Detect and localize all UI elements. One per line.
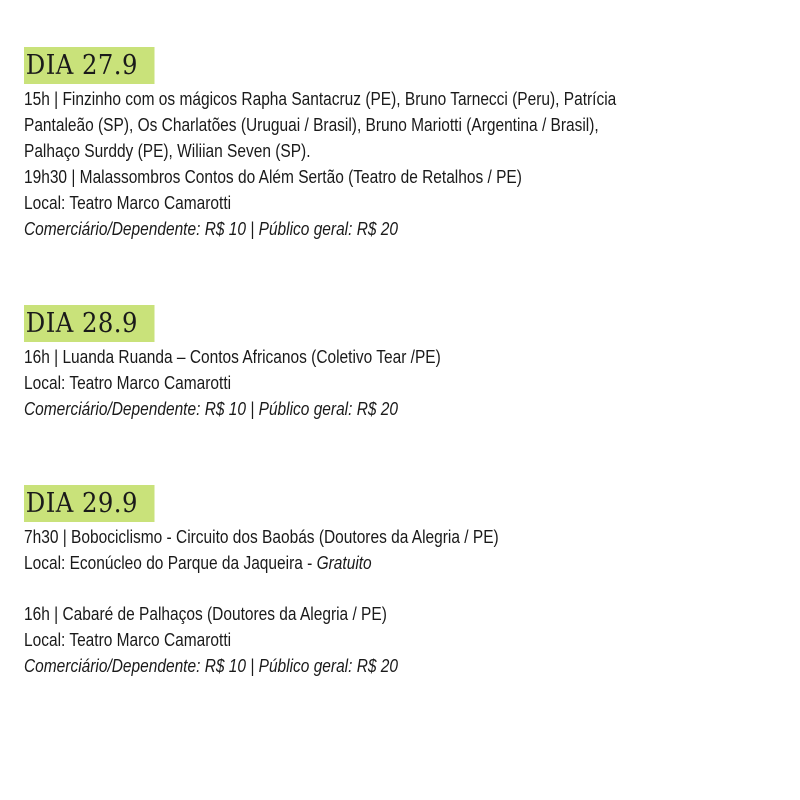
event-price: Comerciário/Dependente: R$ 10 | Público geral: R$ 20 xyxy=(24,399,399,419)
event-location-note: Gratuito xyxy=(316,553,372,573)
day-header: DIA 28.9 xyxy=(24,305,154,342)
event-line: 19h30 | Malassombros Contos do Além Sertão (Teatro de Retalhos / PE) xyxy=(24,167,522,187)
event-line: 7h30 | Bobociclismo - Circuito dos Baobás (Doutores da Alegria / PE) xyxy=(24,527,499,547)
event-location-text: Local: Econúcleo do Parque da Jaqueira - xyxy=(24,553,317,573)
day-section-27-9 xyxy=(24,47,794,242)
event-line: 16h | Cabaré de Palhaços (Doutores da Alegria / PE) xyxy=(24,604,387,624)
day-section-28-9 xyxy=(24,305,794,422)
day-section-29-9 xyxy=(24,485,794,679)
event-location xyxy=(24,550,794,576)
event-price: Comerciário/Dependente: R$ 10 | Público geral: R$ 20 xyxy=(24,219,399,239)
day-header: DIA 27.9 xyxy=(24,47,154,84)
event-line: 16h | Luanda Ruanda – Contos Africanos (Coletivo Tear /PE) xyxy=(24,347,441,367)
event-line: Palhaço Surddy (PE), Wiliian Seven (SP). xyxy=(24,141,311,161)
event-line: 15h | Finzinho com os mágicos Rapha Santacruz (PE), Bruno Tarnecci (Peru), Patrícia xyxy=(24,89,617,109)
event-location: Local: Teatro Marco Camarotti xyxy=(24,193,232,213)
event-location: Local: Teatro Marco Camarotti xyxy=(24,373,232,393)
event-price: Comerciário/Dependente: R$ 10 | Público geral: R$ 20 xyxy=(24,656,399,676)
event-line: Pantaleão (SP), Os Charlatões (Uruguai / Brasil), Bruno Mariotti (Argentina / Brasil), xyxy=(24,115,599,135)
event-location: Local: Teatro Marco Camarotti xyxy=(24,630,232,650)
day-header: DIA 29.9 xyxy=(24,485,154,522)
